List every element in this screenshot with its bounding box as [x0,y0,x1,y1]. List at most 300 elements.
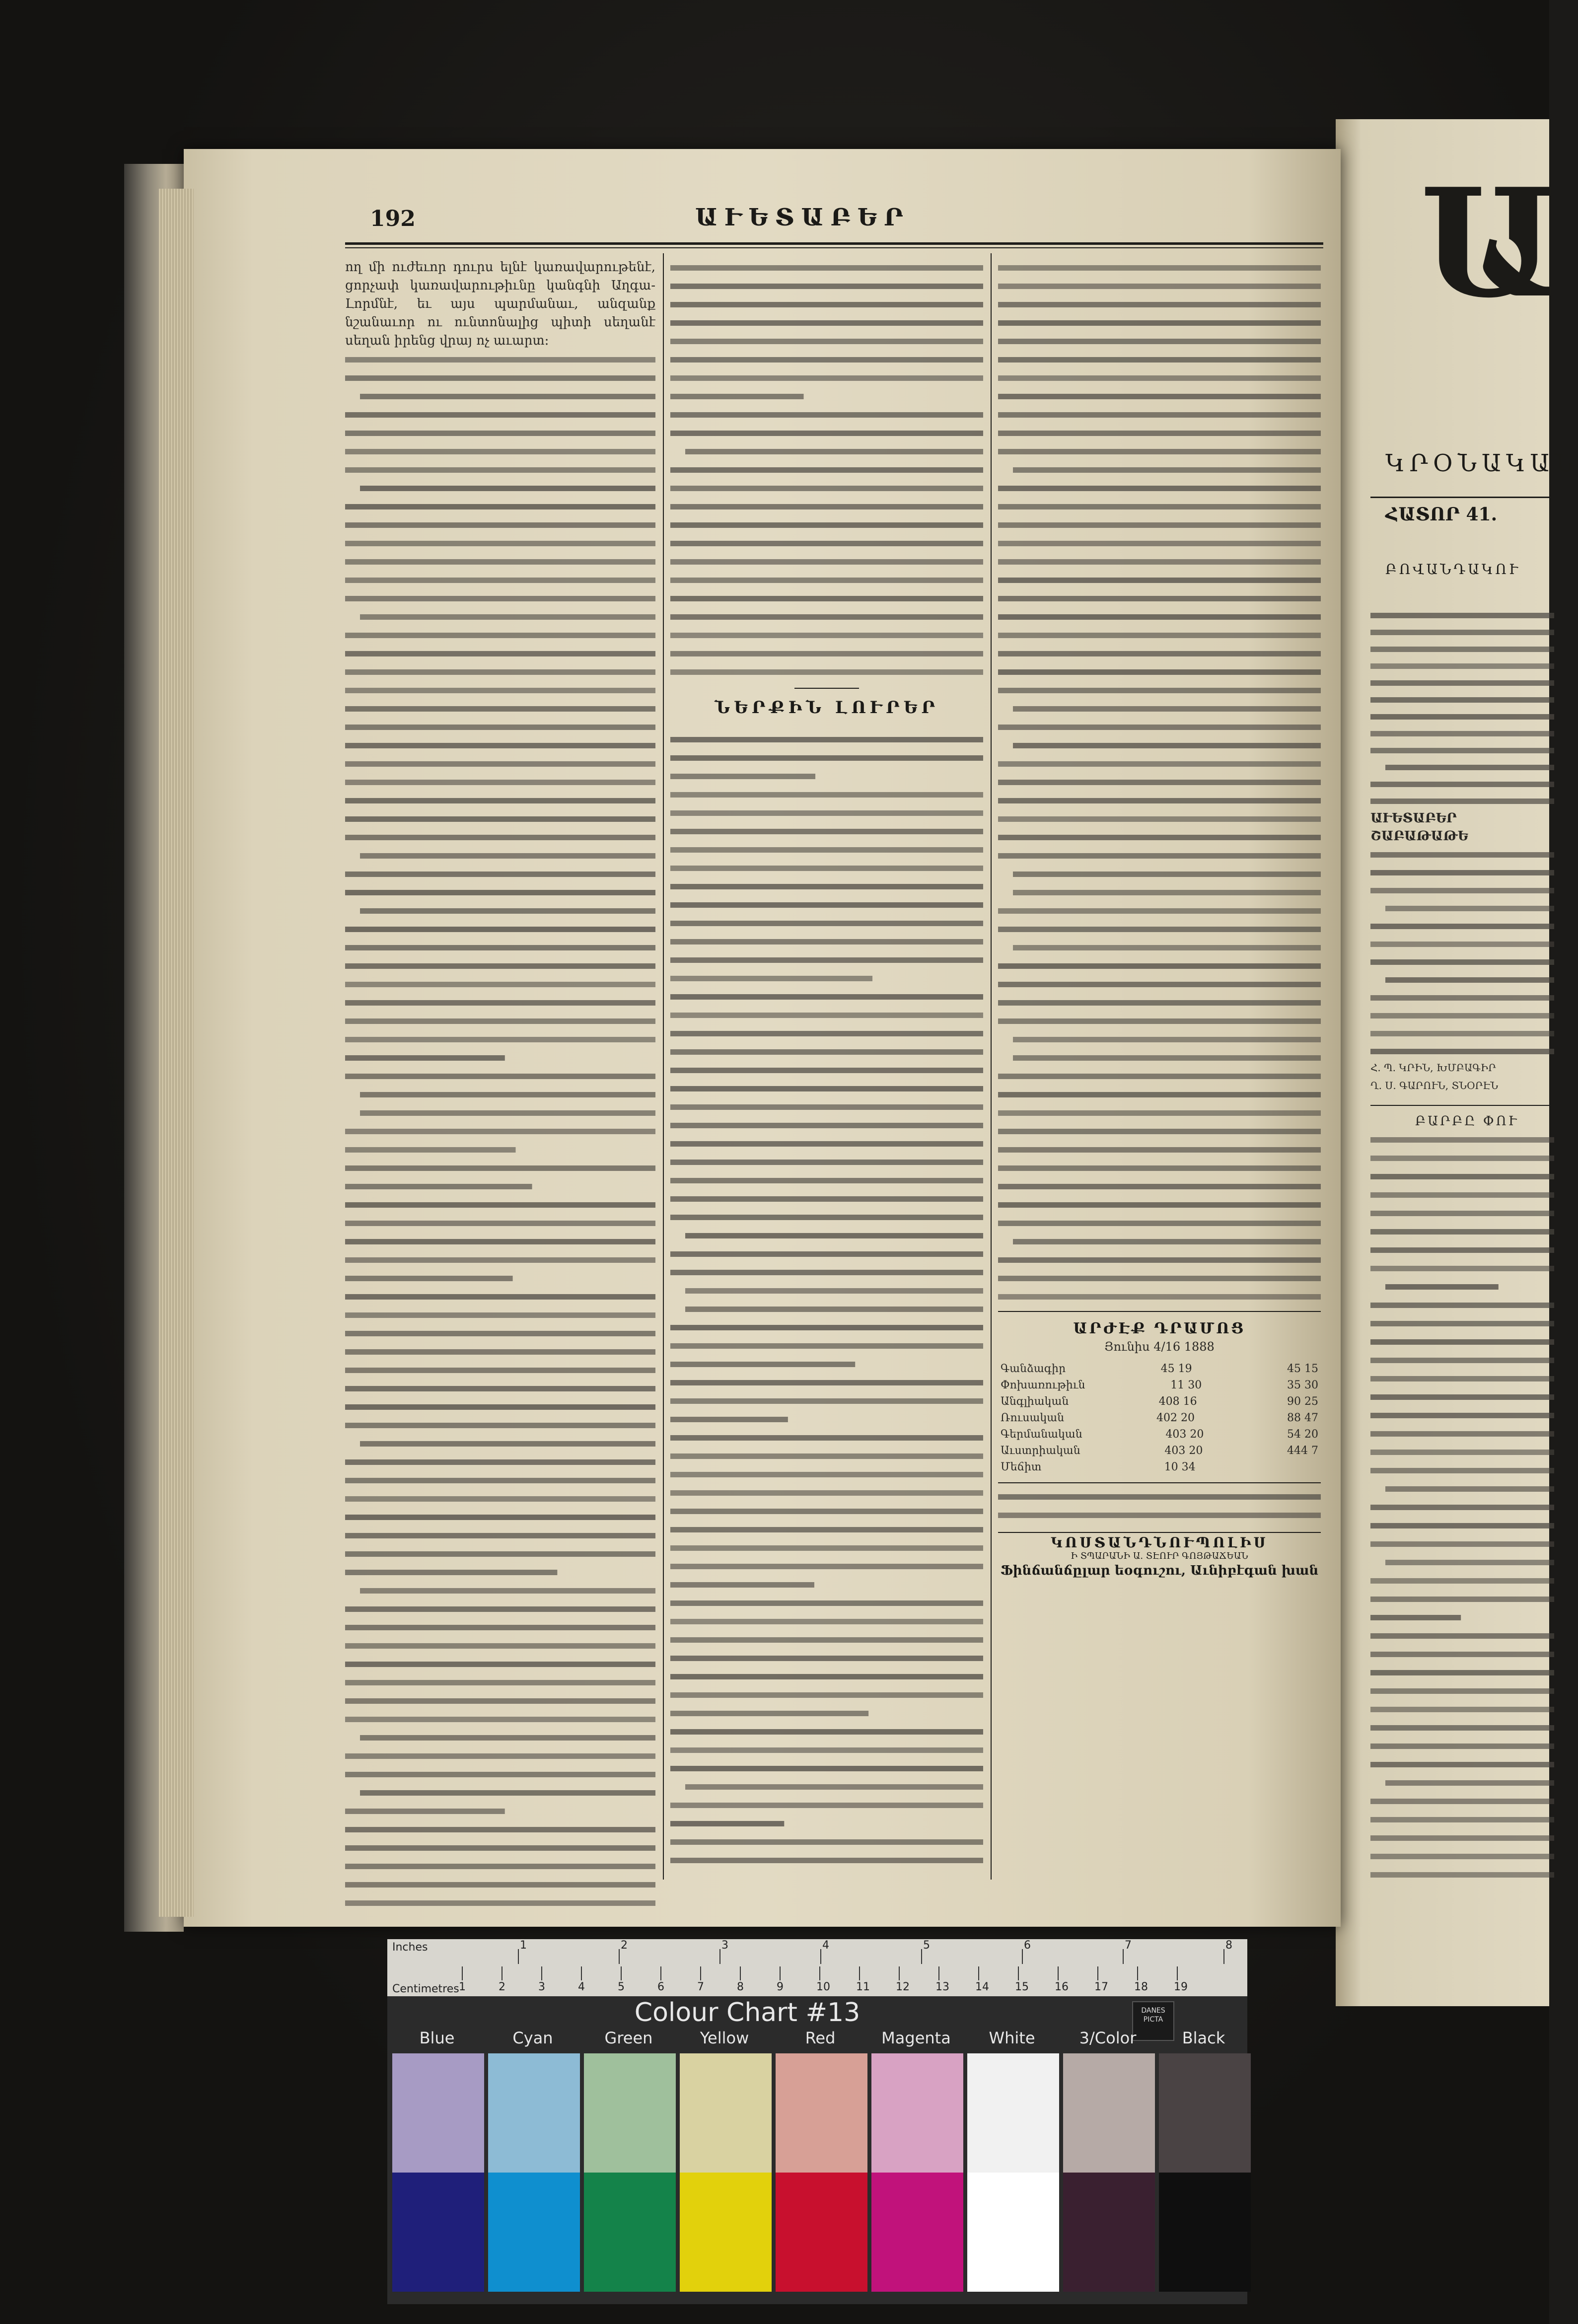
text-line [998,982,1321,987]
text-line [670,1031,983,1036]
text-line [345,1257,655,1263]
text-line [670,339,983,344]
text-line [670,1674,983,1679]
inch-tick [1223,1949,1224,1964]
text-line [345,872,655,877]
right-page-subtitle: ԿՐՕՆԱԿԱՆ [1385,449,1578,477]
text-line [1370,1376,1554,1381]
text-line [998,394,1321,399]
text-line [345,798,655,803]
text-line [345,1276,513,1281]
column-divider-1 [663,253,664,1880]
text-line [670,578,983,583]
inch-number: 2 [621,1939,628,1952]
column-1-opening: ող մի ուժեւոր դուրս ելնէ կառավարութենէ, ցորչափ կառավարութիւնը կանգնի Աղգա-Լորմնէ, եւ այս պարմանաւ, անզանք նշանաւոր ու ունտոնալից պիտի սեղանէ սեղան իրենց վրայ ոչ աւարտ։ [345,260,655,348]
text-line [1370,1321,1554,1326]
ruler-cm-label: Centimetres [392,1983,459,1995]
right-page-notice [1370,809,1554,1097]
text-line [1370,1247,1554,1253]
text-line [670,1509,983,1514]
text-line [1370,1211,1554,1216]
text-line [998,1110,1321,1116]
colour-chart-title: Colour Chart #13 [634,1998,861,2028]
exchange-value-1: 403 20 [1164,1445,1203,1457]
text-line [345,1882,655,1888]
text-line [345,1753,655,1759]
text-line [670,1564,983,1569]
exchange-currency: Փոխառութիւն [1001,1379,1085,1391]
article-column-3 [998,258,1321,1301]
text-line [345,743,655,748]
column-3-text-lines-bottom [998,1487,1321,1529]
text-line [998,449,1321,454]
text-line [670,994,983,1000]
text-line [345,1423,655,1428]
text-line [998,302,1321,307]
exchange-currency: Մեճիտ [1001,1461,1042,1473]
cm-number: 8 [737,1981,744,1993]
text-line [670,357,983,363]
imprint-street: Ֆինճանճըլար եօգուշու, Աւնիբէգան խան [1000,1563,1319,1578]
text-line [670,1104,983,1110]
text-line [670,302,983,307]
cm-number: 2 [499,1981,505,1993]
inch-number: 4 [822,1939,829,1952]
right-page-contents-heading: ԲՈՎԱՆԴԱԿՈՒ [1385,561,1520,578]
text-line [670,1582,814,1588]
text-line [670,1362,855,1367]
inch-number: 5 [923,1939,930,1952]
swatch-label: Cyan [512,2029,553,2047]
text-line [360,1790,655,1796]
text-line [345,1349,655,1355]
text-line [345,522,655,528]
text-line [670,1141,983,1147]
text-line [345,927,655,932]
text-line [670,792,983,798]
text-line [670,1747,983,1753]
text-line [345,541,655,546]
right-page-volume: ՀԱՏՈՐ 41. [1385,504,1498,525]
swatch-full [1159,2173,1251,2292]
swatch-label: Magenta [881,2029,951,2047]
text-line [1385,906,1554,911]
cm-number: 14 [975,1981,989,1993]
exchange-value-2: 90 25 [1287,1395,1318,1408]
text-line [345,1662,655,1667]
text-line [1370,731,1554,736]
text-line [345,1551,655,1557]
text-line [345,1386,655,1391]
text-line [345,1717,655,1722]
cm-tick [700,1966,701,1980]
text-line [998,431,1321,436]
swatch-tint [871,2053,963,2173]
text-line [345,412,655,418]
text-line [998,1092,1321,1097]
text-line [998,963,1321,969]
text-line [1370,1394,1554,1400]
swatch-tint [392,2053,484,2173]
text-line [1370,1872,1554,1878]
text-line [670,1619,983,1624]
text-line [1385,1780,1554,1786]
text-line [998,669,1321,675]
text-line [670,1398,983,1404]
cm-number: 11 [856,1981,870,1993]
right-page-contents-list [1370,606,1554,804]
text-line [1013,1037,1321,1042]
text-line [360,1441,655,1447]
text-line [670,1656,983,1661]
text-line [345,706,655,712]
text-line [670,1049,983,1055]
text-line [1385,977,1554,983]
text-line [345,1404,655,1410]
text-line [998,320,1321,326]
text-line [670,1729,983,1735]
text-line [345,1643,655,1649]
text-line [1370,1670,1554,1675]
text-line [1370,714,1554,720]
swatch-full [776,2173,867,2292]
exchange-row [1001,1361,1318,1377]
text-line [998,541,1321,546]
cm-number: 5 [618,1981,625,1993]
text-line [345,1496,655,1502]
danes-picta-logo: DANES PICTA [1132,2001,1174,2041]
right-page-rule-2 [1370,1105,1549,1106]
swatch-tint [488,2053,580,2173]
exchange-value-1: 408 16 [1158,1395,1197,1408]
swatch-label: Green [604,2029,653,2047]
text-line [670,1086,983,1091]
page-number: 192 [370,206,416,231]
notice-agent-1: Հ. Պ. ԿՐԻՆ, ԽՄԲԱԳԻՐ [1370,1062,1496,1074]
masthead-title: ԱՒԵՏԱԲԵՐ [695,204,910,231]
text-line [670,1527,983,1532]
text-line [345,467,655,473]
text-line [998,1257,1321,1263]
text-line [1370,852,1554,858]
column-2-text-lines-bottom [670,730,983,1872]
text-line [998,1221,1321,1226]
exchange-value-1: 11 30 [1170,1379,1202,1391]
text-line [998,1000,1321,1006]
text-line [998,578,1321,583]
cm-tick [819,1966,820,1980]
text-line [345,1331,655,1336]
exchange-currency: Աւստրիական [1001,1445,1080,1457]
text-line [1370,1468,1554,1473]
cm-tick [541,1966,542,1980]
text-line [360,1110,655,1116]
text-line [1370,1762,1554,1767]
text-line [998,688,1321,693]
text-line [670,651,983,656]
exchange-row [1001,1459,1318,1475]
text-line [998,835,1321,840]
text-line [670,1803,983,1808]
text-line [345,504,655,509]
text-line [345,1809,505,1814]
header-rule-thin [345,247,1323,248]
text-line [670,976,872,981]
text-line [670,1453,983,1459]
cm-number: 1 [459,1981,466,1993]
text-line [1013,706,1321,712]
text-line [998,816,1321,822]
text-line [1370,1431,1554,1437]
text-line [670,1435,983,1441]
inch-number: 8 [1225,1939,1232,1952]
text-line [998,853,1321,859]
text-line [670,884,983,889]
text-line [345,1074,655,1079]
text-line [1370,1358,1554,1363]
text-line [998,375,1321,381]
notice-lines [1370,845,1554,1054]
right-page-article [1370,1112,1554,1887]
text-line [670,284,983,289]
text-line [345,578,655,583]
text-line [670,755,983,761]
inch-tick [619,1949,620,1964]
text-line [670,1417,788,1422]
exchange-rule-top [998,1311,1321,1312]
text-line [998,559,1321,565]
text-line [670,1545,983,1551]
text-line [345,1459,655,1465]
text-line [670,921,983,926]
exchange-row [1001,1377,1318,1393]
text-line [1370,613,1554,618]
inch-tick [518,1949,519,1964]
text-line [1370,1688,1554,1694]
text-line [998,614,1321,620]
text-line [670,1160,983,1165]
exchange-date: Յունիս 4/16 1888 [1104,1340,1215,1354]
text-line [345,1570,557,1575]
column-1-text-lines [345,350,655,1914]
swatch-full [680,2173,772,2292]
text-line [998,1165,1321,1171]
text-line [1370,1707,1554,1712]
text-line [670,1196,983,1202]
text-line [670,829,983,834]
text-line [345,1239,655,1244]
text-line [670,1123,983,1128]
text-line [998,908,1321,914]
text-line [1370,1597,1554,1602]
inch-tick [820,1949,821,1964]
text-line [1013,945,1321,950]
swatch-label: 3/Color [1079,2029,1137,2047]
swatch-full [871,2173,963,2292]
exchange-value-1: 402 20 [1156,1412,1195,1424]
right-page-article-heading: ԲԱՐԲԸ ՓՈՒ [1415,1114,1518,1129]
text-line [1370,995,1554,1001]
text-line [1370,1835,1554,1841]
text-line [998,761,1321,767]
text-line [670,1343,983,1349]
text-line [1385,1560,1554,1565]
cm-tick [938,1966,939,1980]
text-line [345,633,655,638]
cm-tick [462,1966,463,1980]
section-divider-short [794,688,859,689]
text-line [670,320,983,326]
text-line [345,1147,516,1153]
text-line [998,522,1321,528]
text-line [1013,1239,1321,1244]
cm-number: 3 [538,1981,545,1993]
notice-agent-2: Ղ. Ս. ԳԱՐՈՒՆ, ՏՆՕՐԷՆ [1370,1080,1499,1091]
text-line [670,559,983,565]
text-line [670,902,983,908]
exchange-currency: Անգլիական [1001,1395,1069,1408]
cm-tick [859,1966,860,1980]
swatch-full [488,2173,580,2292]
text-line [670,774,815,779]
text-line [345,1625,655,1630]
text-line [1370,870,1554,875]
text-line [1370,1156,1554,1161]
text-line [1370,1743,1554,1749]
column-2-text-lines-top [670,258,983,695]
exchange-row [1001,1393,1318,1410]
text-line [345,1202,655,1208]
swatch-label: White [989,2029,1035,2047]
text-line [1370,1541,1554,1547]
text-line [998,798,1321,803]
text-line [1370,1192,1554,1198]
right-page-article-lines [1370,1130,1554,1875]
cm-number: 10 [816,1981,830,1993]
text-line [1385,1284,1499,1290]
text-line [998,780,1321,785]
cm-number: 4 [578,1981,585,1993]
text-line [345,1827,655,1832]
cm-number: 13 [935,1981,949,1993]
article-column-2-news [670,730,983,1877]
text-line [670,1325,983,1330]
text-line [345,651,655,656]
text-line [345,1294,655,1300]
text-line [345,1184,532,1189]
text-line [345,945,655,950]
exchange-currency: Գանձագիր [1001,1363,1066,1375]
text-line [670,1068,983,1073]
text-line [670,412,983,418]
text-line [1370,1633,1554,1639]
imprint-city: ԿՈՍՏԱՆԴՆՈՒՊՈԼԻՍ [1051,1534,1268,1551]
text-line [1370,1303,1554,1308]
text-line [1370,942,1554,947]
text-line [345,835,655,840]
text-line [998,1494,1321,1500]
text-line [685,449,983,454]
text-line [345,1055,505,1061]
text-line [670,522,983,528]
cm-tick [1058,1966,1059,1980]
exchange-table [1001,1361,1318,1475]
text-line [1370,1799,1554,1804]
cm-number: 17 [1094,1981,1108,1993]
text-line [998,633,1321,638]
text-line [670,1821,784,1826]
text-line [1370,1578,1554,1584]
text-line [670,939,983,944]
cm-number: 6 [657,1981,664,1993]
ruler [387,1939,1247,1996]
column-3-text-lines [998,258,1321,1301]
exchange-rule-bottom [998,1482,1321,1483]
text-line [1370,782,1554,787]
text-line [685,1233,983,1238]
text-line [1370,1652,1554,1657]
text-line [345,449,655,454]
swatch-tint [584,2053,676,2173]
text-line [670,431,983,436]
exchange-row [1001,1410,1318,1426]
imprint-press: Ի ՏՊԱՐԱՆԻ Ա. ՏԷՈՒՐ ԳՈՅԹԱՃԵԱՆ [1071,1551,1248,1561]
text-line [345,1864,655,1869]
text-line [998,1294,1321,1300]
text-line [360,486,655,491]
cm-number: 18 [1134,1981,1148,1993]
text-line [998,412,1321,418]
text-line [670,1839,983,1845]
text-line [670,1600,983,1606]
swatch-full [392,2173,484,2292]
text-line [670,467,983,473]
text-line [998,504,1321,509]
article-column-1 [345,258,655,1877]
text-line [1385,1486,1554,1492]
text-line [345,1772,655,1777]
column-divider-2 [991,253,992,1880]
inch-tick [921,1949,922,1964]
text-line [345,1698,655,1704]
text-line [670,1215,983,1220]
swatch-tint [776,2053,867,2173]
cm-tick [1018,1966,1019,1980]
text-line [1370,630,1554,635]
cm-number: 12 [896,1981,910,1993]
text-line [998,1276,1321,1281]
exchange-currency: Գերմանական [1001,1428,1082,1441]
inch-number: 6 [1024,1939,1031,1952]
text-line [345,375,655,381]
inch-number: 3 [721,1939,728,1952]
imprint [993,1534,1326,1578]
text-line [1370,1725,1554,1731]
text-line [345,1515,655,1520]
cm-number: 15 [1015,1981,1029,1993]
text-line [345,780,655,785]
cm-number: 7 [697,1981,704,1993]
cm-tick [899,1966,900,1980]
text-line [670,1472,983,1477]
text-line [1370,697,1554,703]
text-line [345,1368,655,1373]
text-line [670,375,983,381]
exchange-title: ԱՐԺԷՔ ԴՐԱՄՈՑ [1073,1320,1246,1337]
exchange-row [1001,1443,1318,1459]
text-line [345,1845,655,1851]
swatch-full [967,2173,1059,2292]
